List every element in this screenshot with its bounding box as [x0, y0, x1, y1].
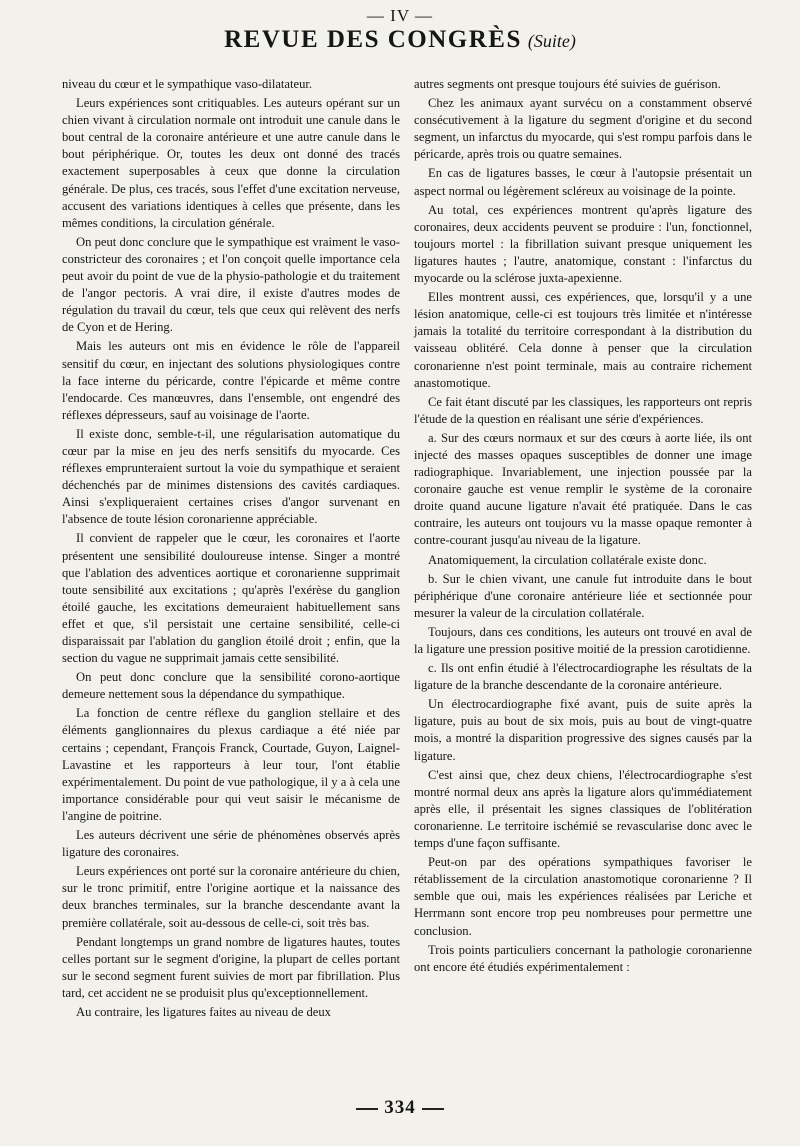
paragraph: c. Ils ont enfin étudié à l'électrocardiographe les résultats de la ligature de la branche descendante de la coronaire antérieure.: [414, 661, 752, 693]
running-header: — IV —: [366, 6, 434, 25]
paragraph: Il existe donc, semble-t-il, une régularisation automatique du cœur par la mise en jeu des nerfs sensitifs du myocarde. Ces réflexes emprunteraient surtout la voie du sympathique et seraient déchenchés par de minimes distensions des cavités cardiaques. Ainsi s'expliqueraient certaines crises d'angor survenant en l'absence de toute lésion coronarienne appréciable.: [62, 426, 400, 527]
left-column: [62, 76, 400, 1023]
paragraph: Anatomiquement, la circulation collatérale existe donc.: [428, 552, 707, 567]
paragraph: On peut donc conclure que le sympathique est vraiment le vaso-constricteur des coronaires ; et l'on conçoit quelle importance cela peut avoir du point de vue de la physio-pathologie et du traitement de l'angor pectoris. A vrai dire, il existe d'autres modes de régulation du travail du cœur, tels que ceux qui relèvent des nerfs de Cyon et de Hering.: [62, 234, 400, 335]
paragraph: C'est ainsi que, chez deux chiens, l'électrocardiographe s'est montré normal deux ans après la ligature alors qu'immédiatement après elle, il présentait les signes classiques de l'oblitération coronarienne. Le territoire ischémié se revascularise donc avec le temps d'une façon suffisante.: [414, 767, 752, 851]
paragraph: Un électrocardiographe fixé avant, puis de suite après la ligature, puis au bout de six mois, puis au bout de vingt-quatre mois, a montré la disparition progressive des signes causés par la ligature.: [414, 697, 752, 763]
dash-right: [422, 1108, 444, 1110]
paragraph: Peut-on par des opérations sympathiques favoriser le rétablissement de la circulation anastomotique coronarienne ? Il semble que oui, mais les expériences réalisées par Leriche et Herrmann sont encore trop peu nombreuses pour permettre une conclusion.: [414, 855, 752, 938]
page-title: [0, 26, 800, 54]
paragraph: On peut donc conclure que la sensibilité corono-aortique demeure nettement sous la dépendance du sympathique.: [62, 670, 400, 702]
paragraph: Les auteurs décrivent une série de phénomènes observés après ligature des coronaires.: [62, 828, 400, 860]
paragraph: Ce fait étant discuté par les classiques, les rapporteurs ont repris l'étude de la question en réalisant une série d'expériences.: [414, 394, 752, 426]
paragraph: Toujours, dans ces conditions, les auteurs ont trouvé en aval de la ligature une pression positive moitié de la pression carotidienne.: [414, 624, 752, 656]
paragraph: niveau du cœur et le sympathique vaso-dilatateur.: [62, 77, 313, 91]
title-text: REVUE DES CONGRÈS: [224, 26, 522, 53]
page-number: [0, 1097, 800, 1119]
paragraph: Au total, ces expériences montrent qu'après ligature des coronaires, deux accidents peuvent se produire : l'un, fonctionnel, toujours mortel : la fibrillation suivant presque uniquement les ligatures hautes ; l'autre, anatomique, constant : l'infarctus du myocarde ou la sclérose juxta-apexienne.: [414, 202, 752, 286]
paragraph: Leurs expériences ont porté sur la coronaire antérieure du chien, sur le tronc primitif, entre l'origine aortique et la naissance des deux branches terminales, sur la branche descendante avant la première collatérale, soit au-dessous de celle-ci, soit très bas.: [62, 864, 400, 930]
paragraph: a. Sur des cœurs normaux et sur des cœurs à aorte liée, ils ont injecté des masses opaques susceptibles de donner une image radiographique. Invariablement, une injection poussée par la coronaire gauche est venue remplir le système de la coronaire droite quand aucune ligature n'avait été pratiquée. Dans le cas contraire, les auteurs ont toujours vu la masse opaque remonter à contre-courant jusqu'au niveau de la ligature.: [414, 430, 752, 548]
right-column: [414, 76, 752, 978]
paragraph: Au contraire, les ligatures faites au niveau de deux: [76, 1004, 331, 1019]
paragraph: Leurs expériences sont critiquables. Les auteurs opérant sur un chien vivant à circulation normale ont introduit une canule dans le bout central de la coronaire antérieure et une autre canule dans le bout périphérique. Or, toutes les deux ont donné des tracés exactement superposables à ceux que donne la circulation générale. De plus, ces tracés, sous l'effet d'une excitation nerveuse, accusent des variations identiques à celles que présente, dans les mêmes conditions, la circulation générale.: [62, 96, 400, 230]
paragraph: Chez les animaux ayant survécu on a constamment observé consécutivement à la ligature du segment d'origine et du second segment, un infarctus du myocarde, qui s'est rompu parfois dans le péricarde, après trois ou quatre semaines.: [414, 96, 752, 162]
paragraph: b. Sur le chien vivant, une canule fut introduite dans le bout périphérique d'une coronaire antérieure liée et sectionnée pour mesurer la valeur de la circulation collatérale.: [414, 571, 752, 620]
paragraph: En cas de ligatures basses, le cœur à l'autopsie présentait un aspect normal ou légèrement scléreux au voisinage de la pointe.: [414, 166, 752, 198]
dash-left: [356, 1108, 378, 1110]
paragraph: Pendant longtemps un grand nombre de ligatures hautes, toutes celles portant sur le segment d'origine, la plupart de celles portant sur le second segment furent suivies de mort par fibrillation. Plus tard, cet accident ne se produisit plus qu'exceptionnellement.: [62, 934, 400, 1000]
paragraph: Il convient de rappeler que le cœur, les coronaires et l'aorte présentent une sensibilité douloureuse intense. Singer a montré que l'ablation des adventices aortique et coronarienne supprimait toute sensibilité aux excitations ; qu'après l'exérèse du ganglion étoilé gauche, les excitations demeuraient habituellement sans effet et que, s'il persistait une certaine sensibilité, celle-ci disparaissait par l'ablation du ganglion étoilé droit ; enfin, que la section du vague ne supprimait jamais cette sensibilité.: [62, 531, 400, 666]
paragraph: La fonction de centre réflexe du ganglion stellaire et des éléments ganglionnaires du plexus cardiaque a été niée par certains ; cependant, François Franck, Courtade, Guyon, Laignel-Lavastine et les rapporteurs à leur tour, l'ont établie expérimentalement. Du point de vue pathologique, il y a à cela une importance considérable pour qui veut saisir le mécanisme de l'angine de poitrine.: [62, 706, 400, 823]
paragraph: autres segments ont presque toujours été suivies de guérison.: [414, 77, 721, 91]
paragraph: Mais les auteurs ont mis en évidence le rôle de l'appareil sensitif du cœur, en injectant des solutions physiologiques contre la face interne du péricarde, contre l'épicarde et même contre l'endocarde. Ces manœuvres, dans l'ensemble, ont engendré des réflexes dépresseurs, sauf au voisinage de l'aorte.: [62, 339, 400, 422]
page-number-text: 334: [384, 1097, 416, 1118]
title-suffix: (Suite): [527, 31, 576, 51]
paragraph: Elles montrent aussi, ces expériences, que, lorsqu'il y a une lésion anatomique, celle-ci est toujours très limitée et n'intéresse jamais la totalité du territoire correspondant à la distribution du vaisseau oblitéré. Cela donne à penser que la circulation coronarienne n'est point terminale, mais au contraire richement anastomotique.: [414, 290, 752, 390]
paragraph: Trois points particuliers concernant la pathologie coronarienne ont encore été étudiés expérimentalement :: [414, 942, 752, 974]
